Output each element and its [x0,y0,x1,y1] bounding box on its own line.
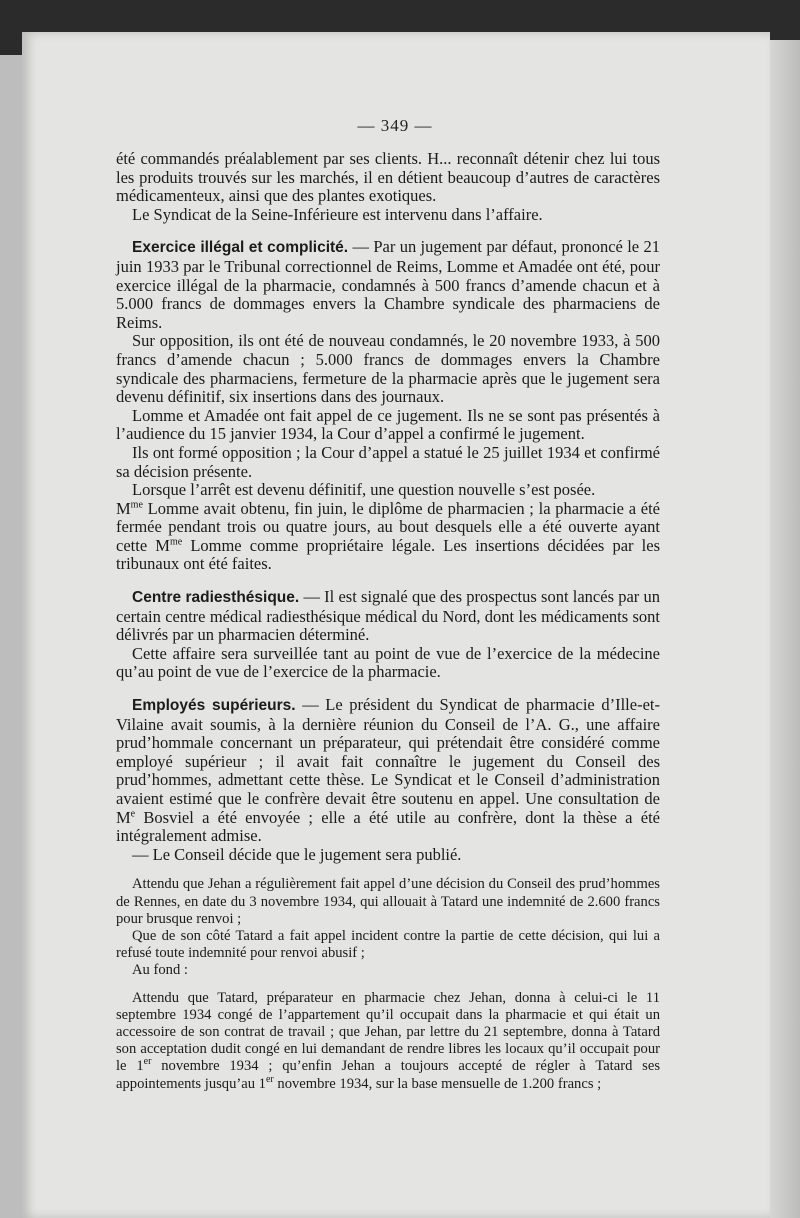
text: Attendu que Tatard, préparateur en pharmacie chez Jehan, donna à celui-ci le 11 septembre 1934 congé de l’appartement qu’il occupait dans la pharmacie et qui était un accessoire de son contrat de travail ; que Jehan, par lettre du 21 septembre, donna à Tatard son acceptation dudit congé en lui demandant de rendre libres les locaux qu’il occupait pour le 1 [116,989,660,1075]
paragraph: — Le Conseil décide que le jugement sera publié. [132,844,462,864]
text: novembre 1934 ; qu’enfin Jehan a toujours accepté de régler à Tatard ses appointements jusqu’au 1 [116,1058,661,1092]
text: Bosviel a été envoyée ; elle a été utile au confrère, dont la thèse a été intégralement admise. [116,807,660,846]
text: novembre 1934, sur la base mensuelle de 1.200 francs ; [273,1075,602,1092]
page-stack-edge [770,40,800,1218]
page-content [116,150,660,1093]
paragraph: Le Syndicat de la Seine-Inférieure est intervenu dans l’affaire. [132,204,543,224]
superscript: e [130,808,136,820]
superscript: me [130,499,143,511]
text: Lomme comme propriétaire légale. Les insertions décidées par les tribunaux ont été faites. [116,535,660,574]
section-employes-superieurs [116,696,660,846]
section-exercice-illegal [116,238,660,332]
paragraph [116,990,660,1093]
paragraph: Lorsque l’arrêt est devenu définitif, une question nouvelle s’est posée. [132,480,596,500]
section-heading: Employés supérieurs. [132,697,296,715]
paragraph: été commandés préalablement par ses clients. H... reconnaît détenir chez lui tous les produits trouvés sur les marchés, il en détient beaucoup d’autres de caractères médicamenteux, ainsi que des plantes exotiques. [116,149,660,206]
judgment-text [116,876,660,1092]
paragraph: Sur opposition, ils ont été de nouveau condamnés, le 20 novembre 1933, à 500 francs d’amende chacun ; 5.000 francs de dommages envers la Chambre syndicale des pharmaciens, fermeture de la pharmacie après que le jugement sera devenu définitif, six insertions dans des journaux. [116,331,660,407]
paragraph-text: — Il est signalé que des prospectus sont lancés par un certain centre médical radiesthésique médical du Nord, dont les médicaments sont délivrés par un pharmacien déterminé. [116,587,660,645]
page-number: — 349 — [357,116,433,135]
paragraph: Lomme et Amadée ont fait appel de ce jugement. Ils ne se sont pas présentés à l’audience du 15 janvier 1934, la Cour d’appel a confirmé le jugement. [116,405,660,444]
paragraph: Attendu que Jehan a régulièrement fait appel d’une décision du Conseil des prud’hommes de Rennes, en date du 3 novembre 1934, qui allouait à Tatard une indemnité de 2.600 francs pour brusque renvoi ; [116,876,660,927]
superscript: er [265,1073,274,1085]
superscript: me [169,536,183,548]
section-heading: Centre radiesthésique. [132,589,300,607]
text: — Le président du Syndicat de pharmacie d’Ille-et-Vilaine avait soumis, à la dernière réunion du Conseil de l’A. G., une affaire prud’hommale concernant un préparateur, qui prétendait être considéré comme employé supérieur ; il avait fait connaître le jugement du Conseil des prud’hommes, admettant cette thèse. Le Syndicat et le Conseil d’administration avaient estimé que le confrère devait être soutenu en appel. Une consultation de M [116,695,660,827]
paragraph: Au fond : [132,962,188,979]
paragraph-text: — Par un jugement par défaut, prononcé le 21 juin 1933 par le Tribunal correctionnel de Reims, Lomme et Amadée ont été, pour exercice illégal de la pharmacie, condamnés à 500 francs d’amende chacun et à 5.000 francs de dommages envers la Chambre syndicale des pharmaciens de Reims. [116,237,660,332]
left-page-edge [0,55,24,1218]
text: Lomme avait obtenu, fin juin, le diplôme de pharmacien ; la pharmacie a été fermée pendant trois ou quatre jours, au bout desquels elle a été ouverte ayant cette M [116,498,660,555]
paragraph: Que de son côté Tatard a fait appel incident contre la partie de cette décision, qui lui a refusé toute indemnité pour renvoi abusif ; [116,927,660,962]
section-heading: Exercice illégal et complicité. [132,239,349,257]
paragraph [116,500,660,574]
paragraph: Ils ont formé opposition ; la Cour d’appel a statué le 25 juillet 1934 et confirmé sa décision présente. [116,442,660,481]
section-centre-radiesthesique [116,588,660,645]
superscript: er [143,1056,152,1068]
main-text [116,150,660,864]
paragraph: Cette affaire sera surveillée tant au point de vue de l’exercice de la médecine qu’au point de vue de l’exercice de la pharmacie. [116,643,660,682]
text: M [116,498,131,518]
